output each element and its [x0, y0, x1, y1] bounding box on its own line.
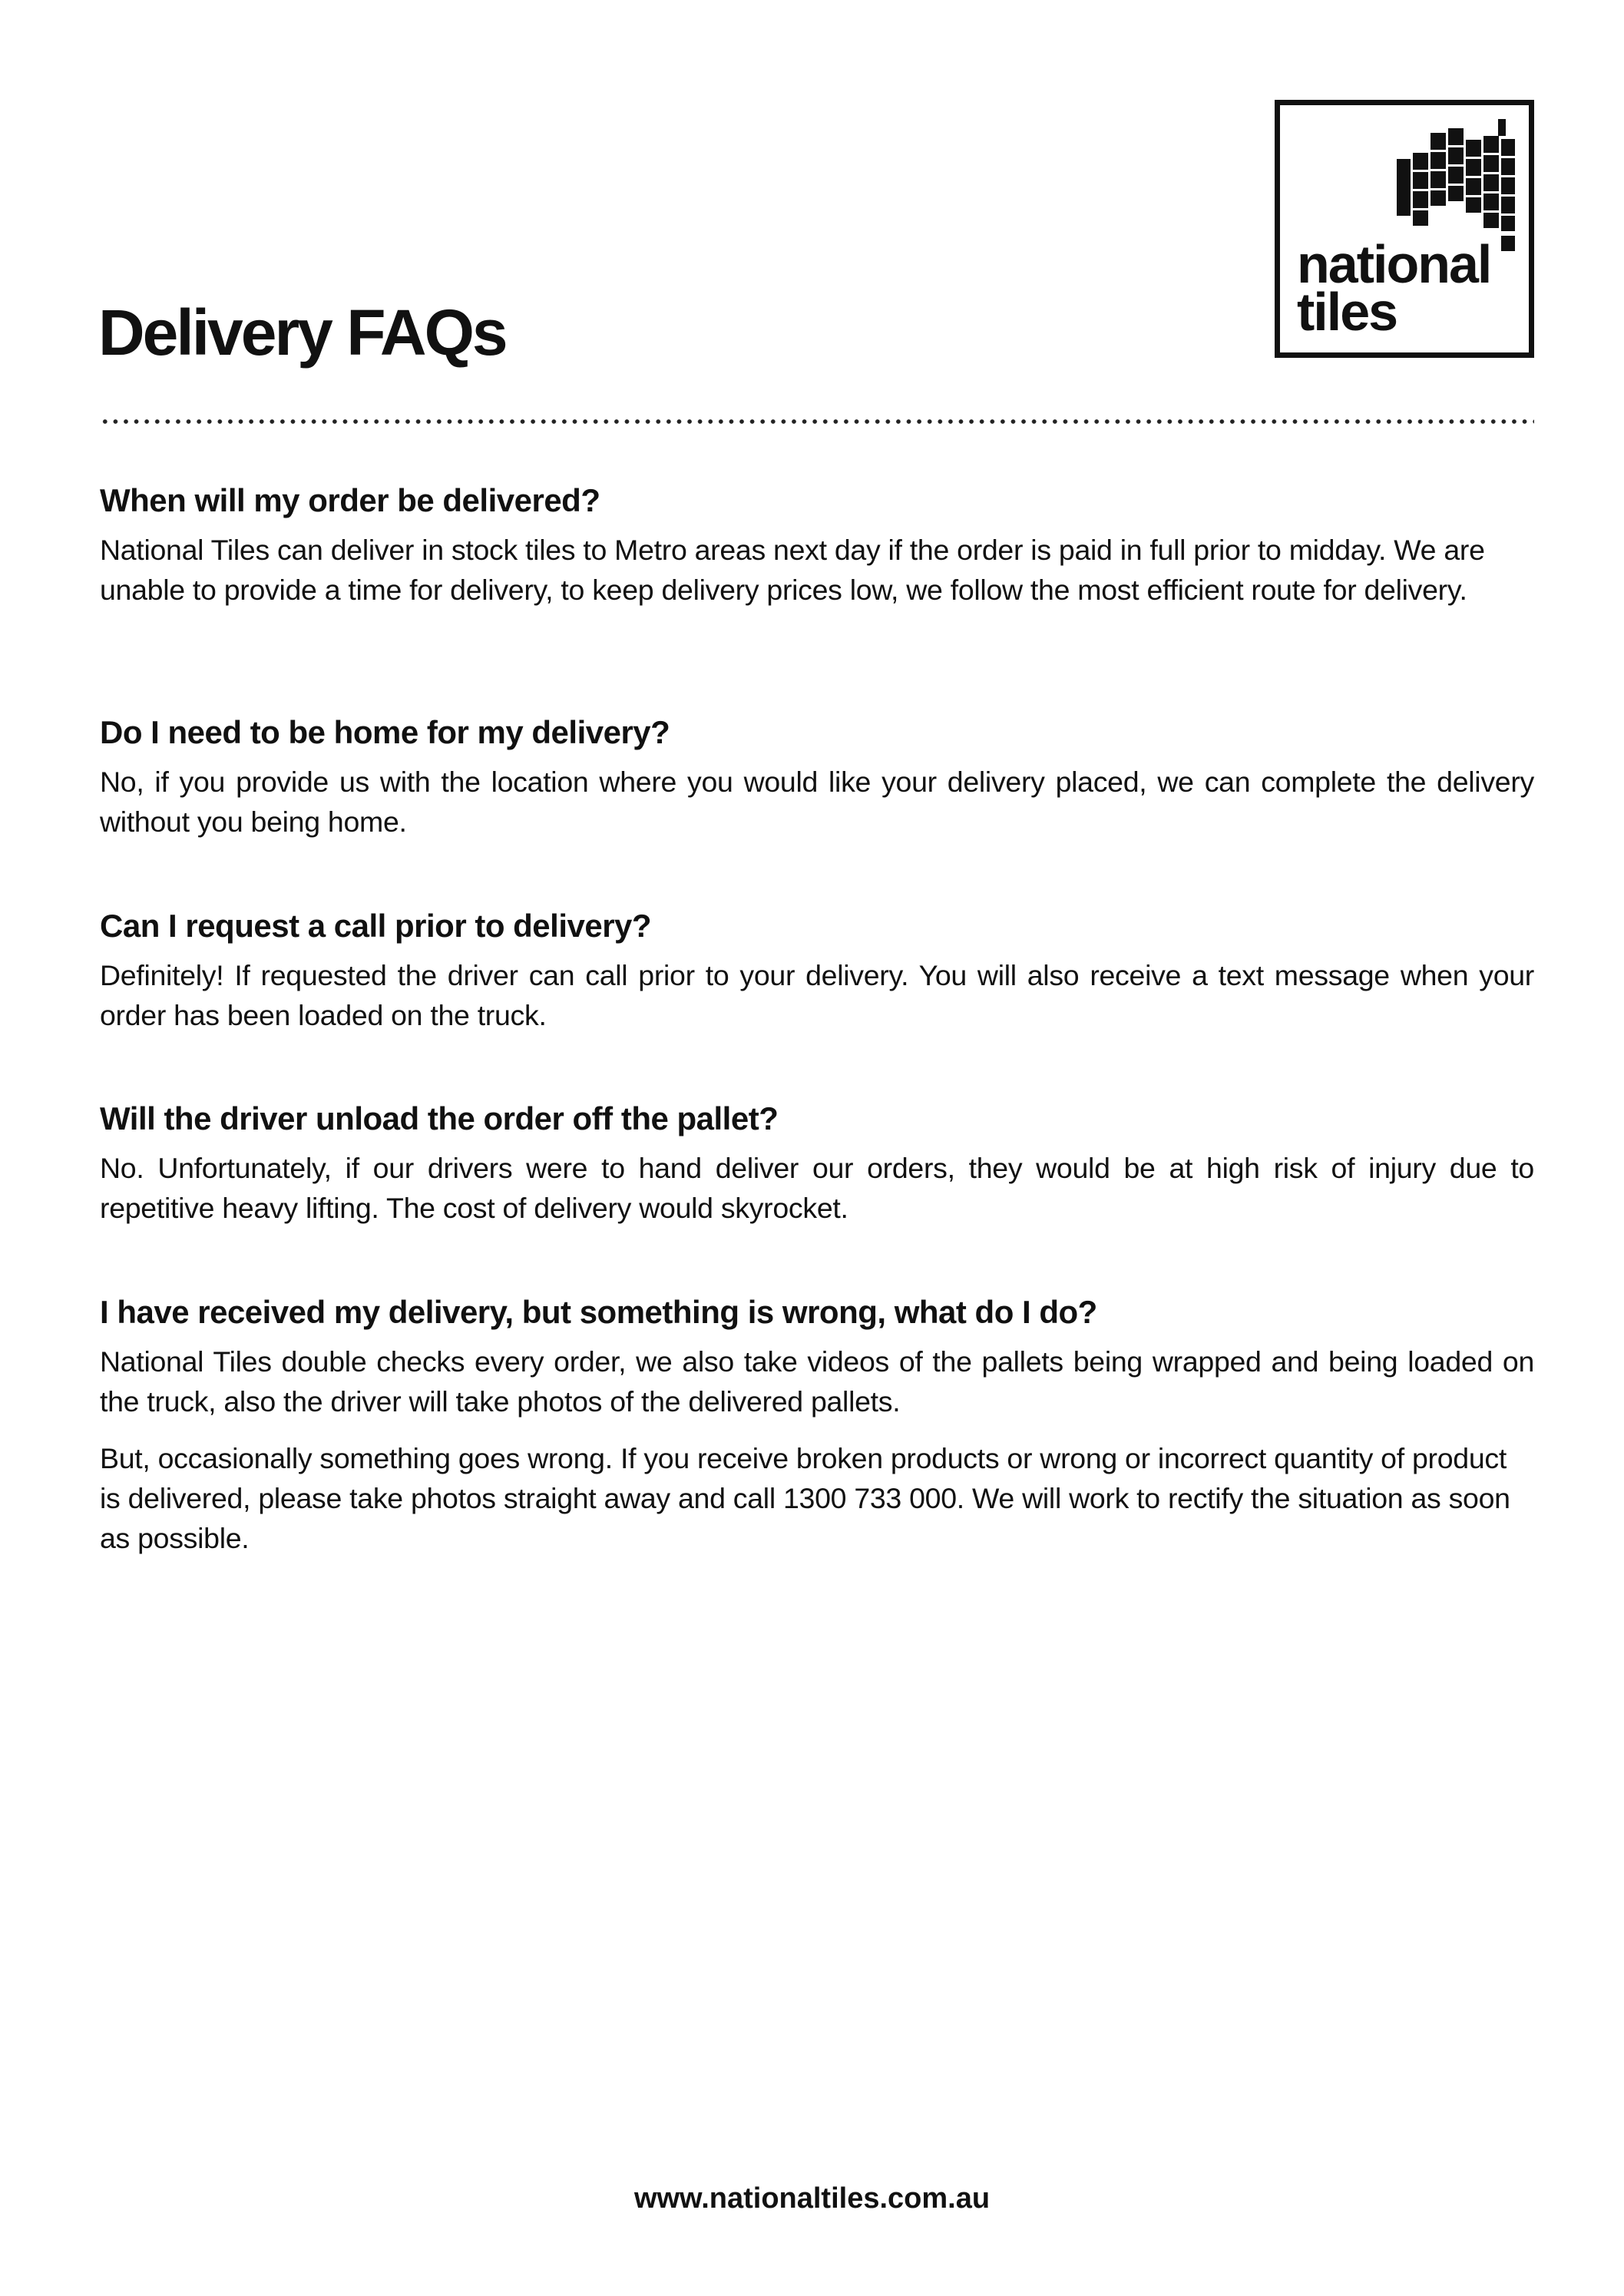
- faq-item: [100, 482, 1534, 627]
- logo-line-2: tiles: [1297, 282, 1397, 342]
- faq-answer: No, if you provide us with the location where you would like your delivery placed, we can complete the delivery without you being home.: [100, 766, 1534, 838]
- faq-item: [100, 714, 1534, 859]
- faq-question: Will the driver unload the order off the pallet?: [100, 1100, 779, 1136]
- faq-answer: National Tiles double checks every order, we also take videos of the pallets being wrapped and being loaded on the truck, also the driver will take photos of the delivered pallets.: [100, 1345, 1534, 1418]
- faq-answer: But, occasionally something goes wrong. If you receive broken products or wrong or incorrect quantity of product is delivered, please take photos straight away and call 1300 733 000. We will work to rectify the situation as soon as possible.: [100, 1442, 1510, 1554]
- logo-line-1: national: [1297, 234, 1491, 294]
- faq-answer: Definitely! If requested the driver can call prior to your delivery. You will also receive a text message when your order has been loaded on the truck.: [100, 959, 1534, 1031]
- faq-question: I have received my delivery, but something is wrong, what do I do?: [100, 1294, 1097, 1330]
- faq-question: When will my order be delivered?: [100, 482, 600, 518]
- dotted-divider: [100, 419, 1534, 425]
- faq-item: [100, 908, 1534, 1052]
- faq-answer: National Tiles can deliver in stock tiles to Metro areas next day if the order is paid in full prior to midday. We are unable to provide a time for delivery, to keep delivery prices low, we follow the most efficient route for delivery.: [100, 534, 1485, 606]
- national-tiles-logo: [1275, 100, 1534, 358]
- faq-item: [100, 1100, 1534, 1245]
- logo-wordmark: [1297, 234, 1491, 342]
- faq-question: Can I request a call prior to delivery?: [100, 908, 652, 944]
- website-link[interactable]: www.nationaltiles.com.au: [633, 2182, 991, 2215]
- page-title: Delivery FAQs: [98, 296, 506, 369]
- faq-answer: No. Unfortunately, if our drivers were to hand deliver our orders, they would be at high risk of injury due to repetitive heavy lifting. The cost of delivery would skyrocket.: [100, 1152, 1534, 1224]
- faq-question: Do I need to be home for my delivery?: [100, 714, 670, 750]
- faq-item: [100, 1294, 1534, 1575]
